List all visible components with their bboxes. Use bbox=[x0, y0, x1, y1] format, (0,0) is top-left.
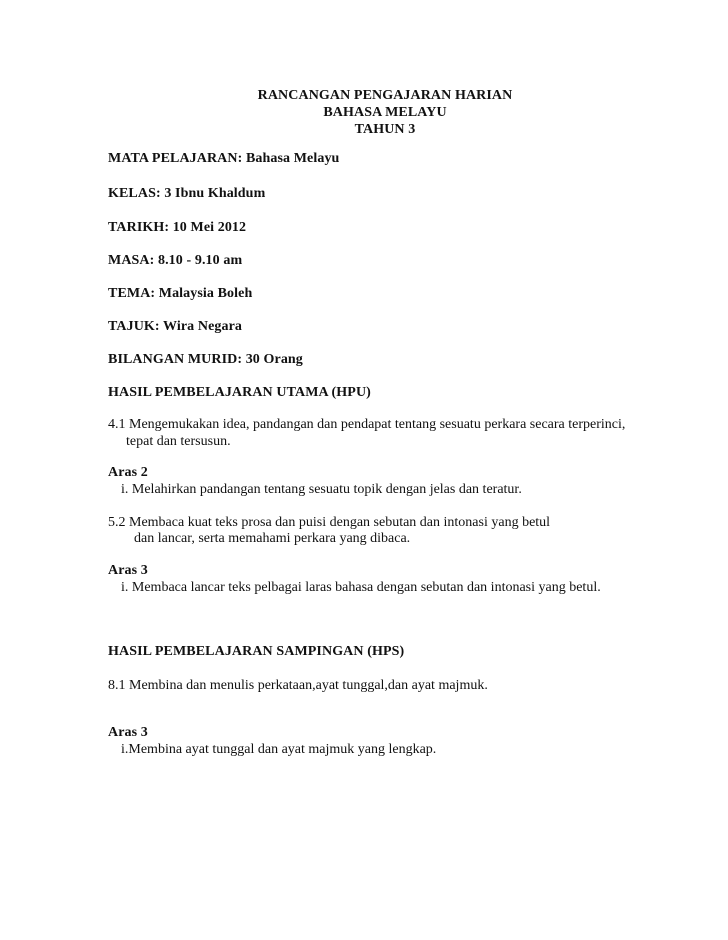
subject-title: BAHASA MELAYU bbox=[323, 105, 447, 120]
learning-outcome-4-1-line-1: 4.1 Mengemukakan idea, pandangan dan pendapat tentang sesuatu perkara secara terperinci, bbox=[108, 417, 626, 432]
document-title: RANCANGAN PENGAJARAN HARIAN bbox=[257, 88, 513, 103]
topic-detail: TAJUK: Wira Negara bbox=[108, 319, 243, 334]
time-detail: MASA: 8.10 - 9.10 am bbox=[108, 253, 243, 268]
hps-aras-3-heading: Aras 3 bbox=[108, 725, 148, 740]
date-detail: TARIKH: 10 Mei 2012 bbox=[108, 220, 247, 235]
aras-3-heading: Aras 3 bbox=[108, 563, 148, 578]
learning-outcome-8-1: 8.1 Membina dan menulis perkataan,ayat tunggal,dan ayat majmuk. bbox=[108, 678, 488, 693]
learning-outcome-4-1-line-2: tepat dan tersusun. bbox=[126, 434, 231, 449]
hps-aras-3-item: i.Membina ayat tunggal dan ayat majmuk yang lengkap. bbox=[121, 742, 437, 757]
theme-detail: TEMA: Malaysia Boleh bbox=[108, 286, 253, 301]
class-detail: KELAS: 3 Ibnu Khaldum bbox=[108, 186, 266, 201]
aras-2-heading: Aras 2 bbox=[108, 465, 148, 480]
students-detail: BILANGAN MURID: 30 Orang bbox=[108, 352, 303, 367]
learning-outcome-5-2-line-1: 5.2 Membaca kuat teks prosa dan puisi dengan sebutan dan intonasi yang betul bbox=[108, 515, 551, 530]
aras-2-item: i. Melahirkan pandangan tentang sesuatu topik dengan jelas dan teratur. bbox=[121, 482, 522, 497]
subject-detail: MATA PELAJARAN: Bahasa Melayu bbox=[108, 151, 340, 166]
hpu-heading: HASIL PEMBELAJARAN UTAMA (HPU) bbox=[108, 385, 371, 400]
hps-heading: HASIL PEMBELAJARAN SAMPINGAN (HPS) bbox=[108, 644, 405, 659]
year-title: TAHUN 3 bbox=[354, 122, 416, 137]
learning-outcome-5-2-line-2: dan lancar, serta memahami perkara yang dibaca. bbox=[134, 531, 411, 546]
aras-3-item: i. Membaca lancar teks pelbagai laras bahasa dengan sebutan dan intonasi yang betul. bbox=[121, 580, 601, 595]
